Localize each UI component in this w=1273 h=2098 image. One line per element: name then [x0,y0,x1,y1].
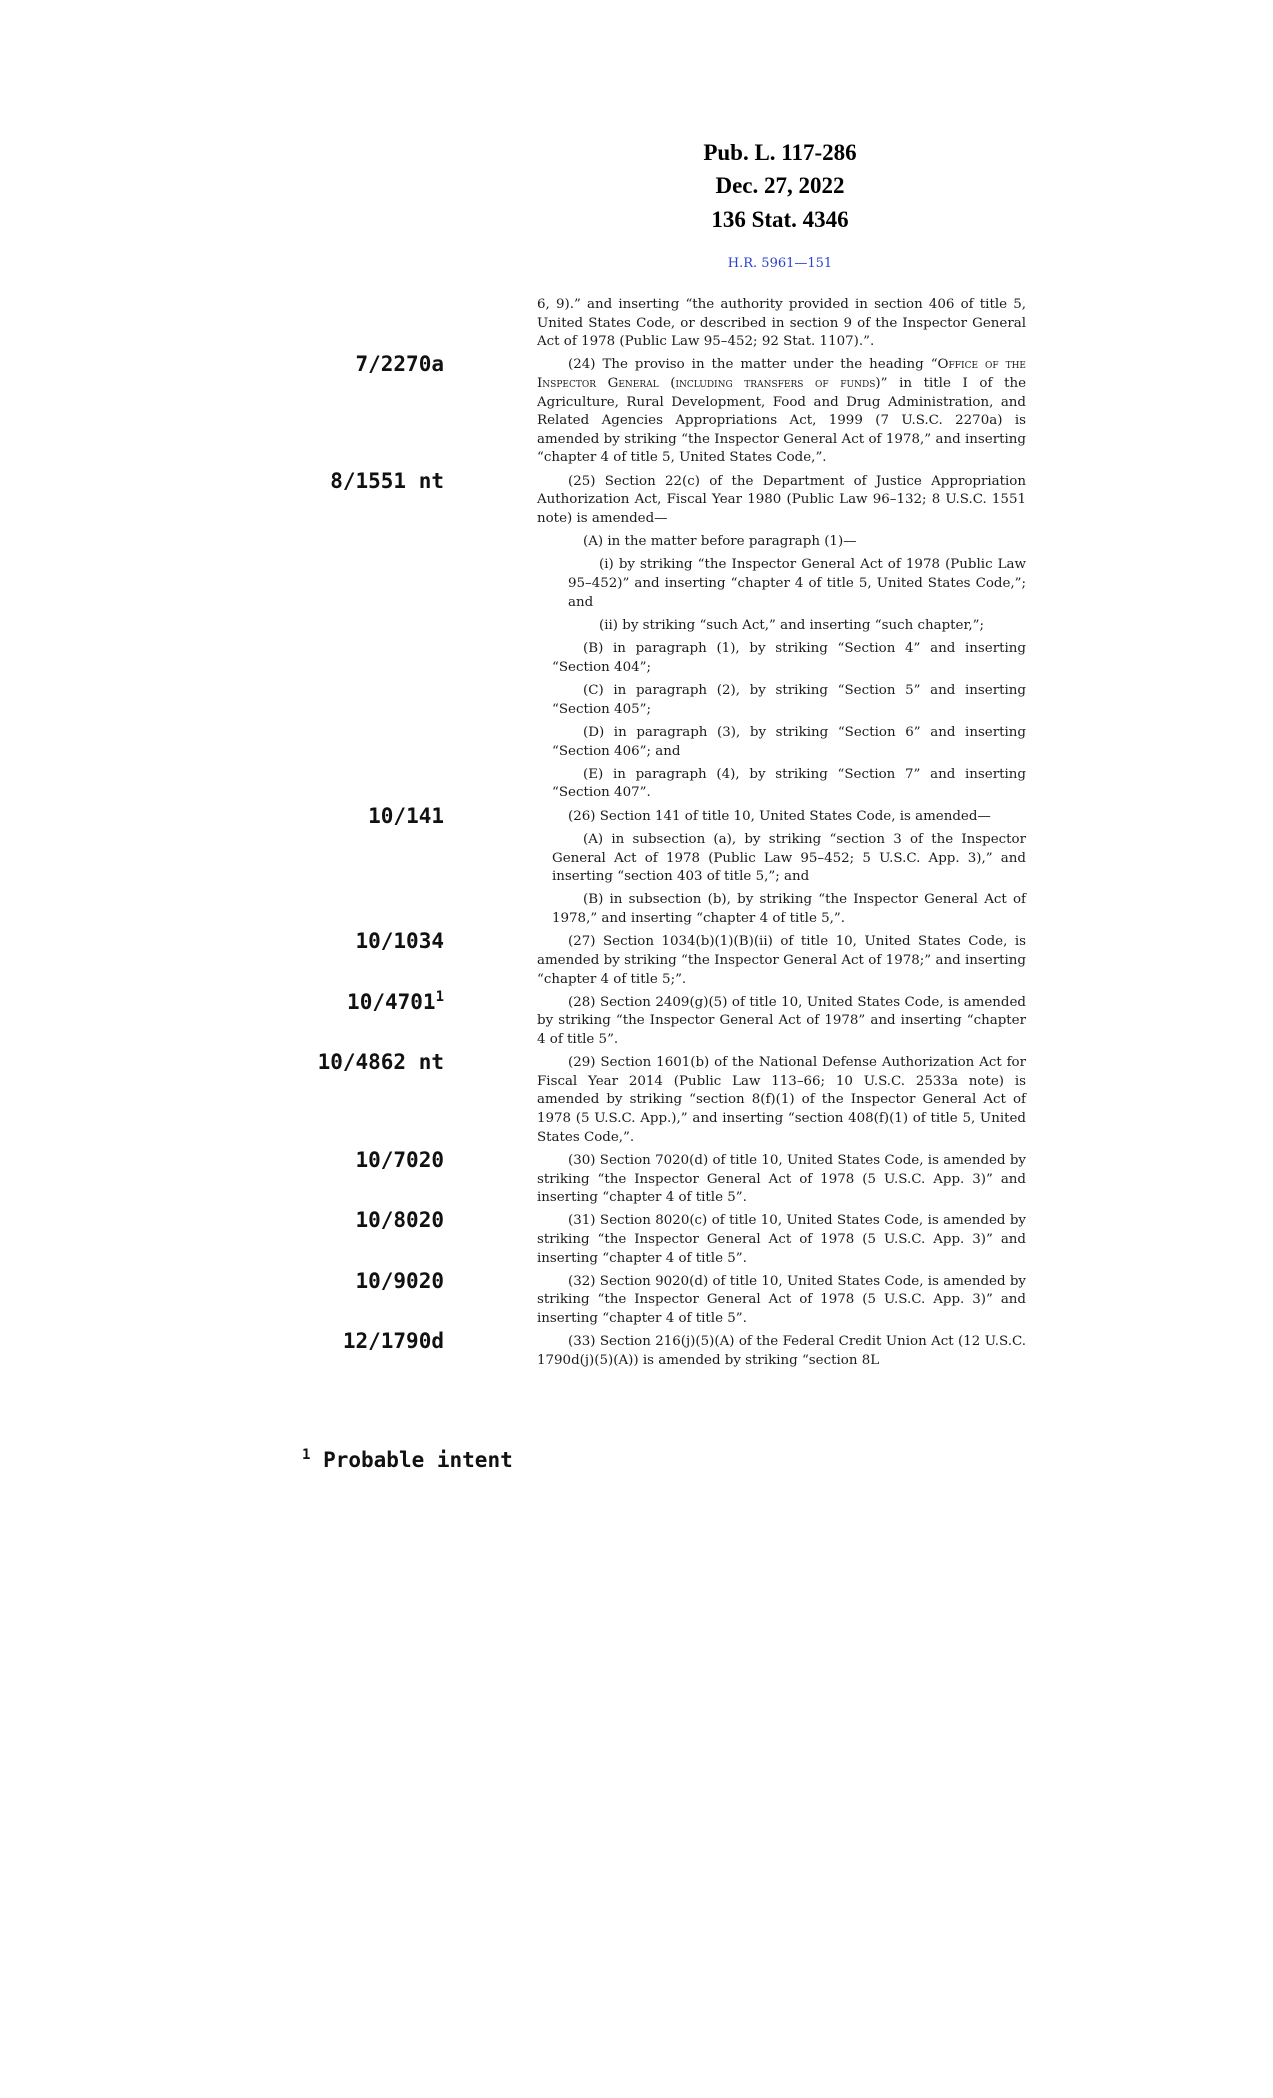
paragraph-text: (33) Section 216(j)(5)(A) of the Federal Credit Union Act (12 U.S.C. 1790d(j)(5)(A)) is amended by striking “section 8L [537,1334,1026,1368]
paragraph-continuation [537,296,1026,352]
subparagraph-25-b [537,640,1026,677]
paragraph-25 [330,468,1026,529]
paragraph-text: (26) Section 141 of title 10, United States Code, is amended— [568,808,991,824]
footnote-text: Probable intent [323,1448,513,1472]
paragraph-text: (A) in the matter before paragraph (1)— [583,534,857,550]
statute-body [317,296,1027,1375]
paragraph-32 [355,1268,1026,1329]
paragraph-30 [355,1147,1026,1208]
subparagraph-26-a [537,831,1026,887]
paragraph-text: (ii) by striking “such Act,” and inserting “such chapter,”; [599,617,984,633]
paragraph-29 [317,1050,1026,1147]
paragraph-26 [368,803,1026,828]
paragraph-text: 6, 9).” and inserting “the authority provided in section 406 of title 5, United States Code, or described in section 9 of the Inspector General Act of 1978 (Public Law 95–452; 92 Stat. 1107).”. [537,297,1026,350]
paragraph-27 [355,929,1026,989]
margin-note: 10/141 [368,803,444,828]
paragraph-text: (31) Section 8020(c) of title 10, United States Code, is amended by striking “the Inspector General Act of 1978 (5 U.S.C. App. 3)” and inserting “chapter 4 of title 5”. [537,1213,1026,1266]
paragraph-text: (24) The proviso in the matter under the heading “ [568,357,938,373]
paragraph-28 [347,988,1026,1050]
margin-note-text: 10/4701 [347,989,436,1014]
margin-note: 10/8020 [355,1208,444,1233]
paragraph-text: ” in title I of the Agriculture, Rural Development, Food and Drug Administration, and Related Agencies Appropriations Act, 1999 (7 U.S.C. 2270a) is amended by striking “the Inspector General Act of 1978,” and inserting “chapter 4 of title 5, United States Code,”. [537,376,1027,466]
paragraph-24 [355,352,1027,468]
margin-note: 7/2270a [355,352,444,377]
margin-note: 10/9020 [355,1268,444,1293]
footnote [302,1448,513,1472]
paragraph-text: (C) in paragraph (2), by striking “Section 5” and inserting “Section 405”; [552,683,1026,717]
paragraph-text: (30) Section 7020(d) of title 10, United States Code, is amended by striking “the Inspector General Act of 1978 (5 U.S.C. App. 3)” and inserting “chapter 4 of title 5”. [537,1152,1026,1206]
paragraph-text: (32) Section 9020(d) of title 10, United States Code, is amended by striking “the Inspector General Act of 1978 (5 U.S.C. App. 3)” and inserting “chapter 4 of title 5”. [537,1273,1026,1327]
paragraph-text: (27) Section 1034(b)(1)(B)(ii) of title 10, United States Code, is amended by striking “the Inspector General Act of 1978;” and inserting “chapter 4 of title 5;”. [537,934,1026,987]
paragraph-text: (25) Section 22(c) of the Department of Justice Appropriation Authorization Act, Fiscal Year 1980 (Public Law 96–132; 8 U.S.C. 1551 note) is amended— [537,473,1026,526]
margin-note: 10/4862 nt [317,1050,444,1075]
footnote-marker: 1 [302,1447,311,1463]
subparagraph-25-d [537,724,1026,761]
paragraph-text: (B) in subsection (b), by striking “the Inspector General Act of 1978,” and inserting “chapter 4 of title 5,”. [552,892,1026,927]
enactment-date: Dec. 27, 2022 [715,173,845,198]
paragraph-33 [342,1329,1026,1370]
paragraph-text: (B) in paragraph (1), by striking “Section 4” and inserting “Section 404”; [552,641,1026,675]
footnote-marker: 1 [435,988,444,1005]
bill-running-head: H.R. 5961—151 [727,256,833,271]
statute-citation: 136 Stat. 4346 [711,207,849,232]
margin-note: 8/1551 nt [330,468,444,493]
clause-25-a-ii [537,617,1026,636]
paragraph-31 [355,1208,1026,1268]
clause-25-a-i [537,556,1026,612]
heading-small-caps: Office of the Inspector General (including transfers of funds) [537,357,1026,392]
margin-note [347,990,444,1014]
subparagraph-25-e [537,766,1026,803]
paragraph-text: (E) in paragraph (4), by striking “Section 7” and inserting “Section 407”. [552,766,1026,801]
subparagraph-25-c [537,682,1026,719]
public-law-number: Pub. L. 117-286 [703,140,857,165]
paragraph-text: (28) Section 2409(g)(5) of title 10, United States Code, is amended by striking “the Inspector General Act of 1978” and inserting “chapter 4 of title 5”. [537,994,1026,1047]
subparagraph-25-a [537,533,1026,552]
margin-note: 10/7020 [355,1147,444,1172]
paragraph-text: (A) in subsection (a), by striking “section 3 of the Inspector General Act of 1978 (Public Law 95–452; 5 U.S.C. App. 3),” and inserting “section 403 of title 5,”; and [552,832,1026,885]
margin-note: 10/1034 [355,929,444,954]
paragraph-text: (29) Section 1601(b) of the National Defense Authorization Act for Fiscal Year 2014 (Public Law 113–66; 10 U.S.C. 2533a note) is amended by striking “section 8(f)(1) of the Inspector General Act of 1978 (5 U.S.C. App.),” and inserting “section 408(f)(1) of title 5, United States Code,”. [537,1055,1026,1145]
margin-note: 12/1790d [342,1329,444,1354]
paragraph-text: (D) in paragraph (3), by striking “Section 6” and inserting “Section 406”; and [552,724,1026,759]
subparagraph-26-b [537,891,1026,928]
paragraph-text: (i) by striking “the Inspector General Act of 1978 (Public Law 95–452)” and inserting “chapter 4 of title 5, United States Code,”; and [568,557,1026,610]
